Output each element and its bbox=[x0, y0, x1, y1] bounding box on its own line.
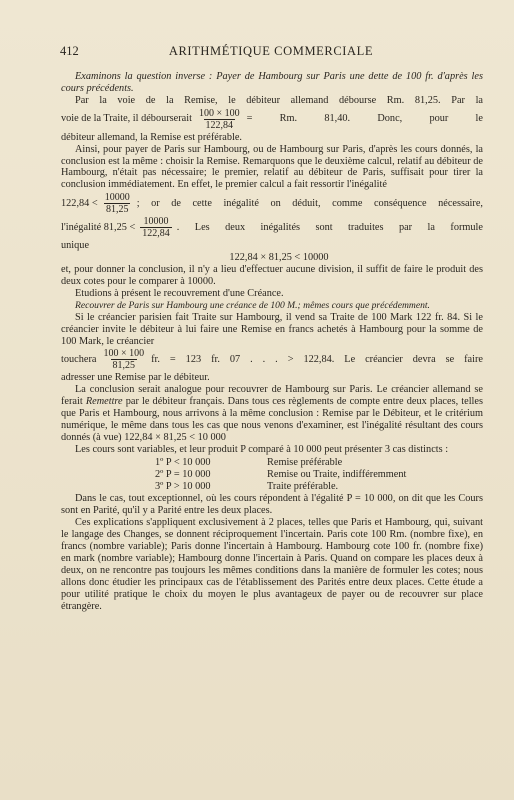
fraction-line-touchera: touchera $\frac{100 \times 100}{81,25}$ fr. = 123 fr. 07 . . . > 122,84. Le créancier devra se faire bbox=[61, 348, 483, 372]
fraction: $\frac{100 \times 100}{122,84}$ bbox=[198, 107, 240, 131]
case-row: 2º P = 10 000 Remise ou Traite, indifféremment bbox=[155, 468, 407, 480]
paragraph-remise-conclusion: débiteur allemand, la Remise est préférable. bbox=[61, 131, 242, 143]
paragraph-adresser: adresser une Remise par le débiteur. bbox=[61, 372, 210, 384]
paragraph-conclusion: et, pour donner la conclusion, il n'y a lieu d'effectuer aucune division, il suffit de faire le produit des deux cotes pour le comparer à 10000. bbox=[61, 264, 483, 287]
fraction: $\frac{10000}{122,84}$ bbox=[142, 216, 170, 240]
case-row: 3º P > 10 000 Traite préférable. bbox=[155, 480, 339, 492]
italic-remettre: Remettre bbox=[85, 396, 123, 408]
paragraph-ainsi: Ainsi, pour payer de Paris sur Hambourg, ou de Hambourg sur Paris, d'après les cours donnés, la conclusion est la même : choisir la Remise. Remarquons que le deuxième calcul, relatif au débiteur de Hambourg, n'était pas nécessaire; le premier, relatif au débiteur de Paris, suffisait pour tirer la conclusion immédiatement. En effet, le premier calcul a fait ressortir l'inégalité bbox=[61, 143, 483, 191]
paragraph-remise-line1: Par la voie de la Remise, le débiteur allemand débourse Rm. 81,25. Par la bbox=[75, 94, 483, 106]
paragraph-creancier: Si le créancier parisien fait Traite sur Hambourg, il vend sa Traite de 100 Mark 122 fr. 84. Si le créancier invite le débiteur à lui faire une Remise en francs achetés à Hambourg pour la somme de 100 Mark, le créancier bbox=[61, 311, 483, 347]
fraction-line-inequality-1: 122,84 < $\frac{10000}{81,25}$ ; or de cette inégalité on déduit, comme conséquence nécessaire, bbox=[61, 192, 483, 216]
fraction-line-inequality-2: l'inégalité 81,25 < $\frac{10000}{122,84}$ . Les deux inégalités sont traduites par la formule bbox=[61, 216, 483, 240]
fraction: $\frac{10000}{81,25}$ bbox=[104, 192, 130, 216]
paragraph-parite: Dans le cas, tout exceptionnel, où les cours répondent à l'égalité P = 10 000, on dit que les Cours sont en Parité, qu'il y a Parité entre les deux places. bbox=[61, 493, 483, 517]
paragraph-etudions: Etudions à présent le recouvrement d'une Créance. bbox=[75, 287, 284, 299]
paragraph-unique: unique bbox=[61, 240, 90, 252]
paragraph-inverse-question: Examinons la question inverse : Payer de Hambourg sur Paris une dette de 100 fr. d'après les cours précédents. bbox=[61, 71, 483, 94]
page-number: 412 bbox=[60, 44, 79, 58]
page-header bbox=[60, 44, 482, 60]
fraction: $\frac{100 \times 100}{81,25}$ bbox=[103, 348, 145, 372]
cases-list bbox=[155, 457, 483, 493]
page-body bbox=[61, 71, 483, 612]
paragraph-recouvrer-heading: Recouvrer de Paris sur Hambourg une créance de 100 M.; mêmes cours que précédemment. bbox=[75, 299, 430, 311]
case-row: 1º P < 10 000 Remise préférable bbox=[155, 456, 343, 468]
paragraph-cours-variables: Les cours sont variables, et leur produit P comparé à 10 000 peut présenter 3 cas distincts : bbox=[75, 443, 449, 455]
fraction-line-traite: voie de la Traite, il débourserait $\frac{100 \times 100}{122,84}$ = Rm. 81,40. Donc, pour le bbox=[61, 107, 483, 131]
paragraph-analogue: La conclusion serait analogue pour recouvrer de Hambourg sur Paris. Le créancier allemand se ferait Remettre par le débiteur français. Dans tous ces règlements de compte entre deux places, telles que Paris et Hambourg, nous arrivons à la même conclusion : Remise par le Débiteur, et le critérium numérique, le même dans tous les cas que nous venons d'examiner, est l'inégalité résultant des cours donnés (à vue) 122,84 × 81,25 < 10 000 bbox=[61, 384, 483, 443]
paragraph-explications: Ces explications s'appliquent exclusivement à 2 places, telles que Paris et Hambourg, qui, suivant le langage des Changes, se donnent réciproquement l'incertain. Paris cote 100 Rm. (nombre fixe), en francs (nombre variable); Paris donne l'incertain à Hambourg. Hambourg cote 100 fr. (nombre fixe) en mark (nombre variable); Hambourg donne l'incertain à Paris. Quand on compare les places deux à deux, on ne rencontre pas toujours les mêmes conditions dans la manière de formuler les cotes; nous allons donc étudier les principaux cas de l'établissement des Parités entre deux places. Cette étude a pour utilité pratique le choix du moyen le plus avantageux de payer ou de recouvrer sur place étrangère. bbox=[61, 517, 483, 612]
formula-product: 122,84 × 81,25 < 10000 bbox=[229, 252, 329, 264]
running-title: ARITHMÉTIQUE COMMERCIALE bbox=[168, 44, 374, 58]
